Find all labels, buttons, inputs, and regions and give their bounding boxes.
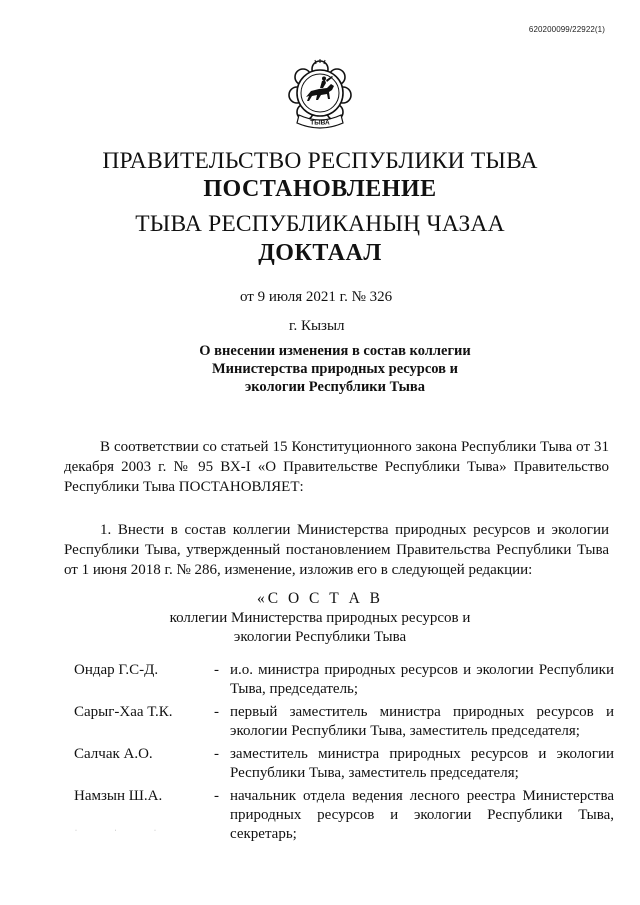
composition-subtitle-line: коллегии Министерства природных ресурсов и bbox=[169, 610, 471, 626]
government-title-tyv: ТЫВА РЕСПУБЛИКАНЫҢ ЧАЗАА bbox=[135, 211, 505, 237]
list-item bbox=[74, 787, 614, 844]
list-item bbox=[74, 703, 614, 741]
member-name: Намзын Ш.А. bbox=[74, 788, 163, 804]
member-role: и.о. министра природных ресурсов и экологии Республики Тыва, председатель; bbox=[230, 662, 614, 697]
decree-title-tyv: ДОКТААЛ bbox=[258, 240, 382, 266]
member-role: первый заместитель министра природных ресурсов и экологии Республики Тыва, заместитель председателя; bbox=[230, 704, 614, 739]
tuva-coat-of-arms-icon bbox=[285, 55, 355, 135]
decree-subject bbox=[170, 342, 500, 396]
decree-title-ru: ПОСТАНОВЛЕНИЕ bbox=[203, 176, 437, 202]
member-role: начальник отдела ведения лесного реестра Министерства природных ресурсов и экологии Республики Тыва, секретарь; bbox=[230, 788, 614, 842]
decree-city: г. Кызыл bbox=[289, 318, 345, 334]
member-name: Ондар Г.С-Д. bbox=[74, 662, 159, 678]
member-dash: - bbox=[214, 788, 219, 804]
composition-title: «С О С Т А В bbox=[257, 590, 383, 607]
member-dash: - bbox=[214, 704, 219, 720]
subject-line: Министерства природных ресурсов и bbox=[212, 361, 458, 377]
decree-date-number: от 9 июля 2021 г. № 326 bbox=[240, 289, 393, 305]
list-item bbox=[74, 661, 614, 699]
member-dash: - bbox=[214, 746, 219, 762]
emblem-ribbon-label: ТЫВА bbox=[310, 119, 330, 127]
member-role: заместитель министра природных ресурсов и экологии Республики Тыва, заместитель председателя; bbox=[230, 746, 614, 781]
composition-subtitle bbox=[0, 609, 640, 647]
document-id: 620200099/22922(1) bbox=[528, 25, 605, 34]
composition-subtitle-line: экологии Республики Тыва bbox=[233, 629, 407, 645]
list-item bbox=[74, 745, 614, 783]
member-dash: - bbox=[214, 662, 219, 678]
subject-line: экологии Республики Тыва bbox=[245, 379, 425, 395]
scan-specks: · · · bbox=[75, 828, 174, 834]
members-list bbox=[74, 661, 614, 848]
preamble-paragraph: В соответствии со статьей 15 Конституционного закона Республики Тыва от 31 декабря 2003 г. № 95 ВХ-I «О Правительстве Республики Тыва» Правительство Республики Тыва ПОСТАНОВЛЯЕТ: bbox=[64, 439, 609, 495]
subject-line: О внесении изменения в состав коллегии bbox=[199, 343, 471, 359]
member-name: Сарыг-Хаа Т.К. bbox=[74, 704, 173, 720]
government-title-ru: ПРАВИТЕЛЬСТВО РЕСПУБЛИКИ ТЫВА bbox=[102, 148, 538, 174]
clause-1-paragraph: 1. Внести в состав коллегии Министерства природных ресурсов и экологии Республики Тыва, утвержденный постановлением Правительства Республики Тыва от 1 июня 2018 г. № 286, изменение, изложив его в следующей редакции: bbox=[64, 522, 609, 578]
member-name: Салчак А.О. bbox=[74, 746, 153, 762]
